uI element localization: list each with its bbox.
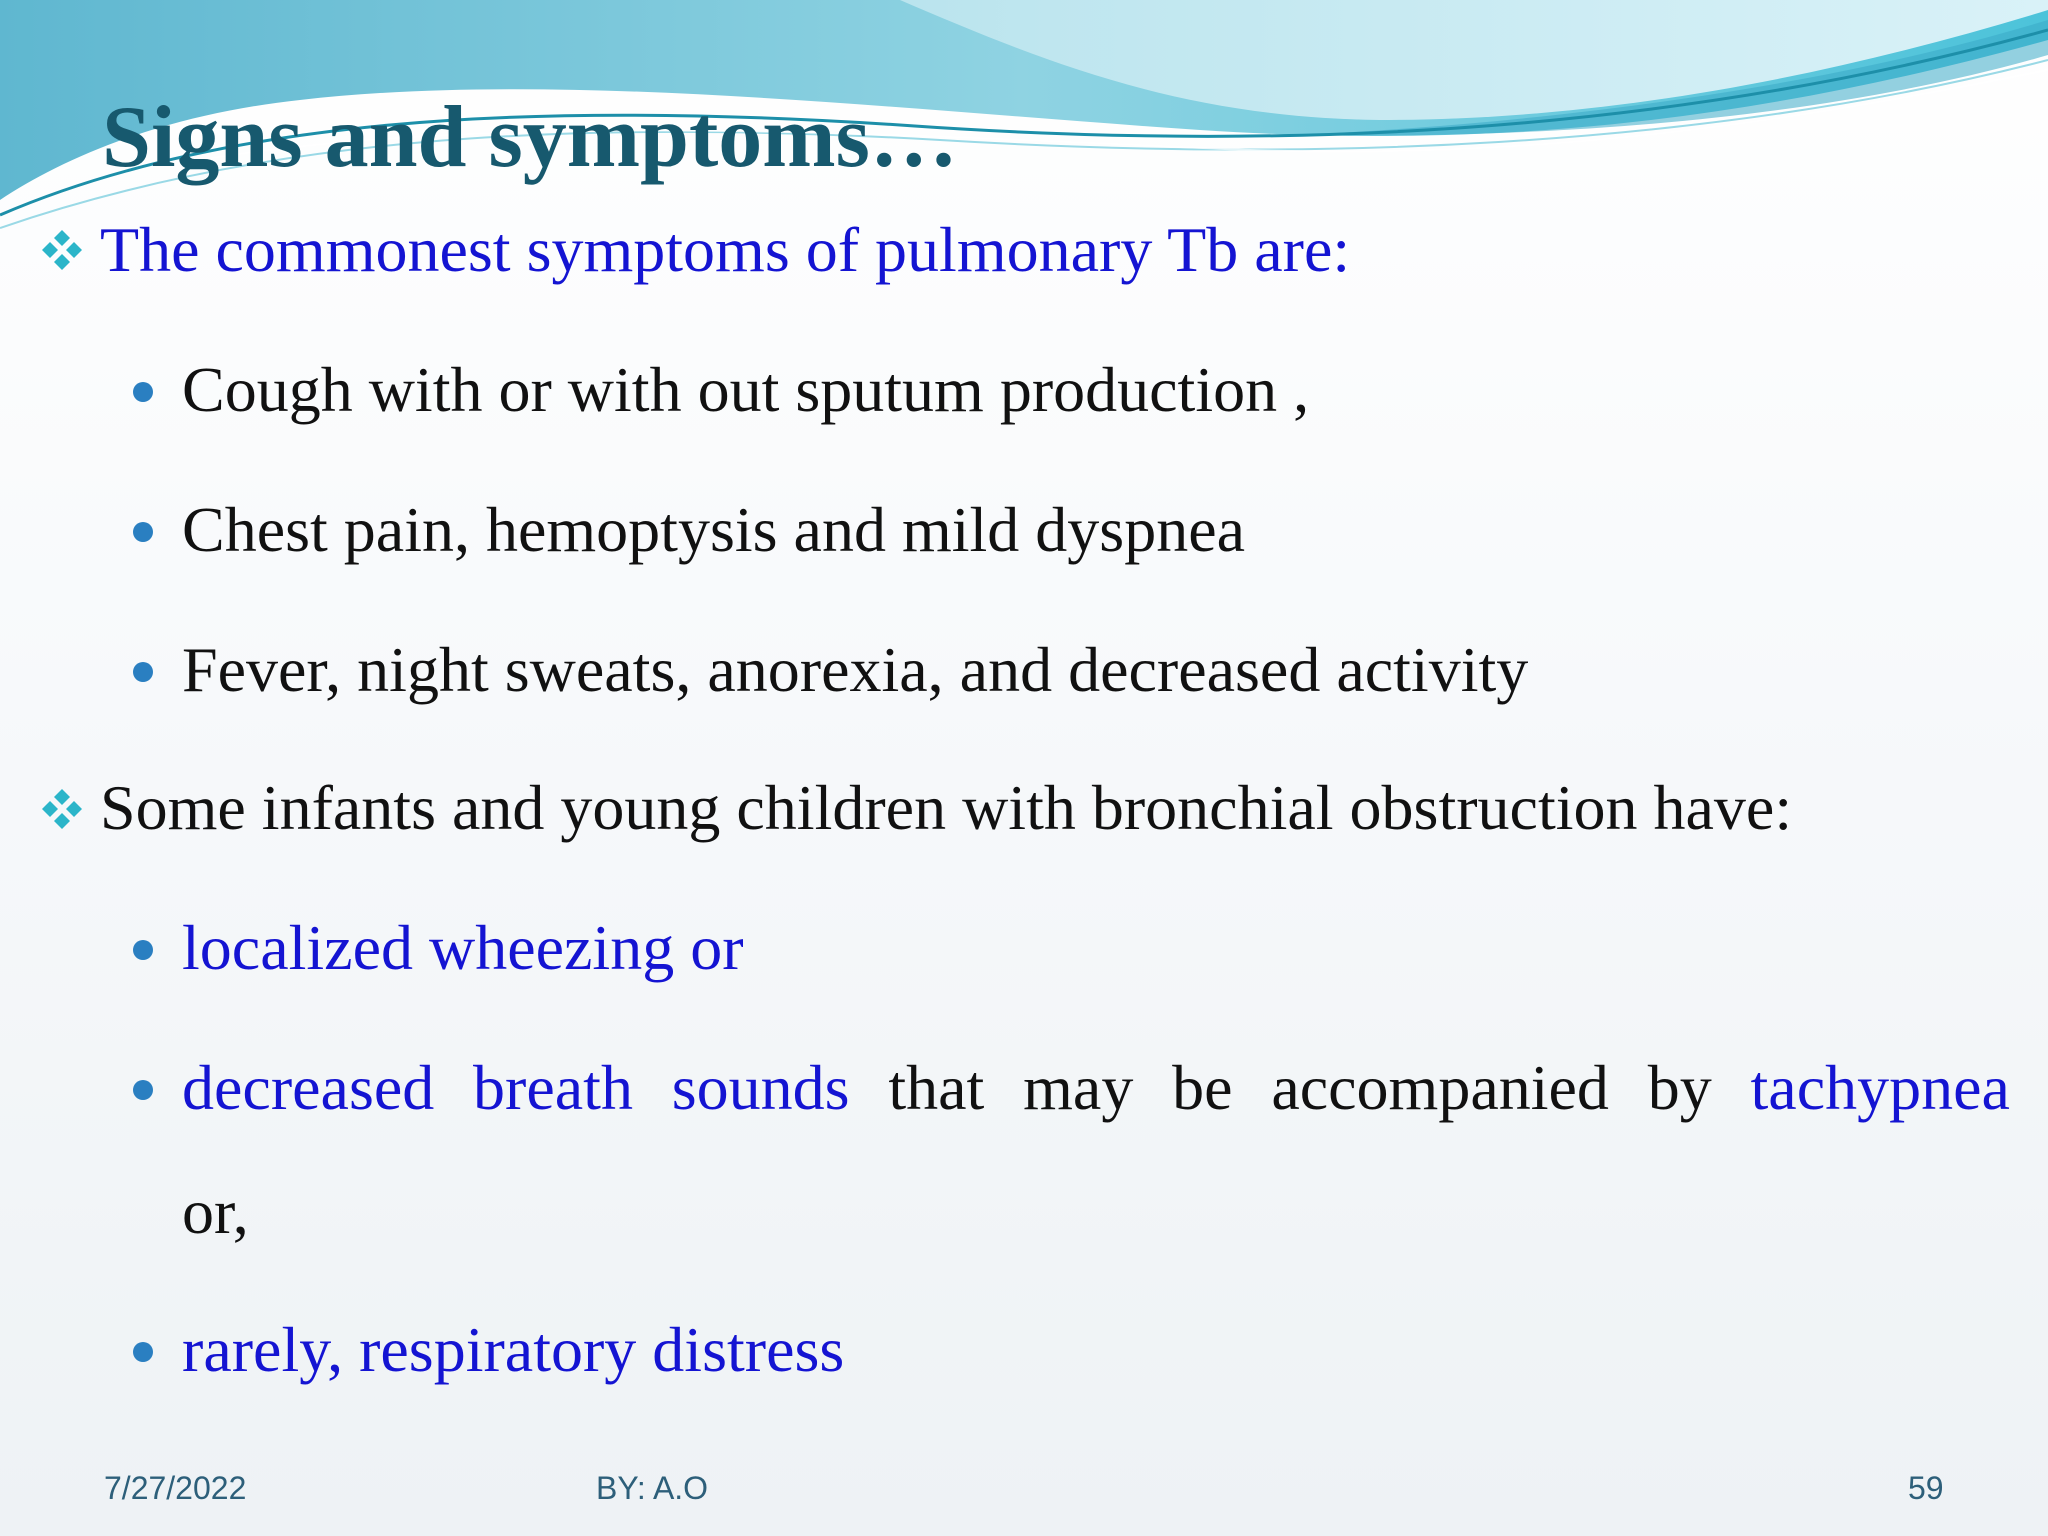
slide-title: Signs and symptoms… [102, 89, 958, 186]
word-sounds: sounds [671, 1052, 850, 1123]
four-diamond-bullet-icon [38, 226, 86, 274]
word-decreased: decreased [182, 1052, 435, 1123]
bullet-item-infants: Some infants and young children with bronchial obstruction have: [100, 772, 1793, 843]
word-be: be [1172, 1052, 1233, 1123]
word-breath: breath [473, 1052, 633, 1123]
bullet-item-respiratory-distress: rarely, respiratory distress [182, 1314, 845, 1385]
round-dot-bullet-icon [133, 522, 153, 542]
bullet-item-cough: Cough with or with out sputum production , [182, 354, 1310, 425]
word-tachypnea: tachypnea [1750, 1052, 2010, 1123]
footer-author: BY: A.O [596, 1470, 709, 1506]
four-diamond-bullet-icon [38, 785, 86, 833]
round-dot-bullet-icon [133, 1342, 153, 1362]
bullet-item-localized-wheezing: localized wheezing or [182, 912, 744, 983]
bullet-item-decreased-breath-sounds [182, 1048, 2010, 1128]
word-accompanied: accompanied [1271, 1052, 1609, 1123]
bullet-item-chest-pain: Chest pain, hemoptysis and mild dyspnea [182, 494, 1245, 565]
bullet-item-continuation: or, [182, 1176, 249, 1247]
slide-page-number: 59 [1908, 1470, 1944, 1506]
round-dot-bullet-icon [133, 662, 153, 682]
round-dot-bullet-icon [133, 940, 153, 960]
bullet-item-fever: Fever, night sweats, anorexia, and decreased activity [182, 634, 1529, 705]
round-dot-bullet-icon [133, 1080, 153, 1100]
round-dot-bullet-icon [133, 382, 153, 402]
word-by: by [1647, 1052, 1712, 1123]
bullet-item-commonest-symptoms: The commonest symptoms of pulmonary Tb are: [100, 214, 1351, 285]
word-may: may [1023, 1052, 1134, 1123]
footer-date: 7/27/2022 [104, 1470, 247, 1506]
word-that: that [888, 1052, 985, 1123]
